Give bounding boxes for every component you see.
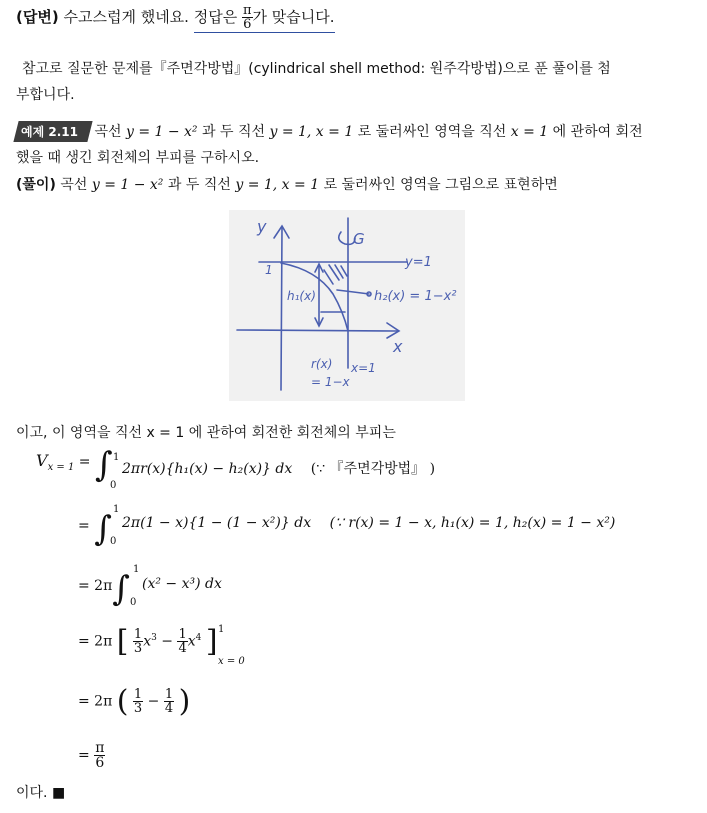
fig-one-label: 1 — [265, 263, 273, 277]
integral-sign: ∫ — [94, 445, 113, 485]
y-axis — [281, 228, 282, 390]
step-3-body: (x² − x³) dx — [142, 576, 222, 592]
fig-r-eq: = 1−x — [311, 375, 350, 389]
step-2-lower: 0 — [110, 536, 117, 547]
answer-text: 수고스럽게 했네요. — [63, 8, 189, 26]
fig-rotation-mark: G — [353, 230, 365, 248]
example-line-2: 했을 때 생긴 회전체의 부피를 구하시오. — [16, 150, 260, 166]
answer-correct: 정답은 $\frac{\pi}{6}$ 가 맞습니다. — [193, 3, 335, 32]
step-1-body: 2πr(x){h₁(x) − h₂(x)} dx (∵ 『주면각방법』 ) — [122, 461, 436, 477]
solution-tag: (풀이) — [16, 177, 56, 193]
step-4: = 2π [ $\frac{1}{3}$ $x^3$ − $\frac{1}{4}$ $x^4$ ] — [78, 624, 218, 659]
x-axis — [237, 330, 397, 331]
fig-h2-label: h₂(x) = 1−x² — [374, 289, 457, 304]
example-line-1: 예제 2.11 곡선 y = 1 − x² 과 두 직선 y = 1, x = 1 로 둘러싸인 영역을 직선 x = 1 에 관하여 회전 — [16, 121, 643, 142]
step-3-lower: 0 — [130, 597, 137, 608]
reference-line-2: 부합니다. — [16, 87, 75, 103]
fig-x1-label: x=1 — [351, 361, 376, 375]
step-1-upper: 1 — [113, 452, 120, 463]
step-4-lower: x = 0 — [218, 656, 245, 667]
answer-tag: (답변) — [16, 8, 59, 26]
example-badge: 예제 2.11 — [13, 121, 92, 142]
fig-y-label: y — [257, 217, 267, 236]
step-4-upper: 1 — [218, 624, 225, 635]
step-2-eq: = ∫ — [78, 509, 112, 549]
step-3: = 2π∫ — [78, 569, 131, 609]
step-3-upper: 1 — [133, 564, 140, 575]
step-6: = $\frac{\pi}{6}$ — [78, 740, 105, 771]
fig-r-label: r(x) — [311, 357, 333, 371]
step-5: = 2π ( $\frac{1}{3}$ − $\frac{1}{4}$ ) — [78, 684, 191, 719]
reference-line-1: 참고로 질문한 문제를『주면각방법』(cylindrical shell method: 원주각방법)으로 푼 풀이를 첨 — [22, 61, 611, 77]
hand-drawn-figure — [229, 210, 465, 401]
figure-svg — [229, 210, 465, 401]
step-1: $V_{x = 1}$ = ∫ — [36, 445, 113, 485]
solution-line: (풀이) 곡선 y = 1 − x² 과 두 직선 y = 1, x = 1 로 둘러싸인 영역을 그림으로 표현하면 — [16, 177, 558, 193]
integral-sign: ∫ — [112, 569, 131, 609]
volume-intro: 이고, 이 영역을 직선 x = 1 에 관하여 회전한 회전체의 부피는 — [16, 425, 396, 441]
answer-line — [16, 4, 335, 33]
closing-text: 이다. ■ — [16, 785, 66, 801]
integral-sign: ∫ — [94, 509, 112, 549]
step-1-lower: 0 — [110, 480, 117, 491]
fig-h1-label: h₁(x) — [287, 289, 316, 303]
fig-x-label: x — [393, 337, 403, 356]
fig-y1-label: y=1 — [405, 255, 432, 270]
step-2-upper: 1 — [113, 504, 120, 515]
step-2-body: 2π(1 − x){1 − (1 − x²)} dx (∵ r(x) = 1 − x, h₁(x) = 1, h₂(x) = 1 − x²) — [122, 515, 616, 531]
